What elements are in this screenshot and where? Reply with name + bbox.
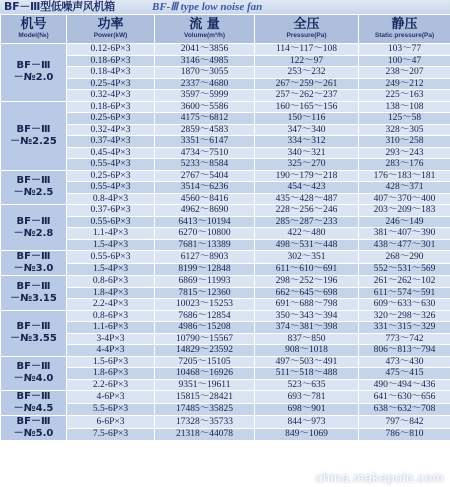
static-pressure-cell: 138～108 [359, 101, 450, 113]
table-row [1, 287, 450, 299]
static-pressure-cell: 283～176 [359, 159, 450, 171]
volume-cell: 4962～8690 [155, 205, 255, 217]
model-cell [1, 356, 67, 391]
volume-cell: 6270～10800 [155, 228, 255, 240]
power-cell: 1.1-6P×3 [67, 322, 155, 334]
model-cell [1, 251, 67, 276]
table-row [1, 147, 450, 159]
watermark: china.makepolo.com [315, 470, 444, 485]
volume-cell: 14829～23592 [155, 345, 255, 357]
static-pressure-cell: 176～183～181 [359, 170, 450, 182]
table-row [1, 276, 450, 288]
table-row [1, 182, 450, 194]
pressure-cell: 374～381～398 [255, 322, 359, 334]
static-pressure-cell: 238～207 [359, 67, 450, 79]
model-label: BF－Ⅲ [16, 361, 51, 373]
static-pressure-cell: 203～209～183 [359, 205, 450, 217]
table-row [1, 416, 450, 429]
volume-cell: 6869～11993 [155, 276, 255, 288]
model-label: BF－Ⅲ [16, 175, 51, 187]
power-cell: 1.5-4P×3 [67, 263, 155, 276]
model-label: －№3.15 [10, 292, 57, 304]
power-cell: 4-4P×3 [67, 345, 155, 357]
static-pressure-cell: 268～290 [359, 251, 450, 264]
pressure-cell: 334～312 [255, 136, 359, 148]
header-volume: 流 量 Volume(m³/h) [155, 15, 255, 44]
table-row [1, 333, 450, 345]
header-static-pressure: 静压 Static pressure(Pa) [359, 15, 450, 44]
static-pressure-cell: 407～370～400 [359, 193, 450, 205]
static-pressure-cell: 786～810 [359, 428, 450, 441]
static-pressure-cell: 473～430 [359, 356, 450, 368]
power-cell: 2.2-6P×3 [67, 379, 155, 391]
volume-cell: 6127～8903 [155, 251, 255, 264]
power-cell: 0.32-4P×3 [67, 90, 155, 102]
power-cell: 0.32-4P×3 [67, 124, 155, 136]
static-pressure-cell: 246～149 [359, 216, 450, 228]
model-label: BF－Ⅲ [16, 123, 51, 135]
table-row [1, 216, 450, 228]
table-body [1, 44, 450, 441]
header-power: 功率 Power(kW) [67, 15, 155, 44]
pressure-cell: 435～428～487 [255, 193, 359, 205]
power-cell: 1.5-4P×3 [67, 239, 155, 251]
power-cell: 0.18-6P×3 [67, 101, 155, 113]
table-row [1, 368, 450, 380]
power-cell: 6-6P×3 [67, 416, 155, 429]
volume-cell: 3597～5999 [155, 90, 255, 102]
volume-cell: 2767～5404 [155, 170, 255, 182]
table-row [1, 239, 450, 251]
pressure-cell: 849～1069 [255, 428, 359, 441]
static-pressure-cell: 438～477～301 [359, 239, 450, 251]
model-cell [1, 44, 67, 102]
model-label: －№2.5 [13, 187, 54, 199]
static-pressure-cell: 293～243 [359, 147, 450, 159]
static-pressure-cell: 328～305 [359, 124, 450, 136]
power-cell: 0.25-6P×3 [67, 170, 155, 182]
table-row [1, 101, 450, 113]
model-label: －№4.5 [13, 403, 54, 414]
title-en: BF-Ⅲ type low noise fan [152, 1, 263, 13]
table-row [1, 67, 450, 79]
model-label: －№2.8 [13, 227, 54, 239]
power-cell: 0.55-6P×3 [67, 216, 155, 228]
static-pressure-cell: 490～494～436 [359, 379, 450, 391]
model-label: －№4.0 [13, 373, 54, 385]
power-cell: 0.12-6P×3 [67, 44, 155, 56]
volume-cell: 2041～3856 [155, 44, 255, 56]
power-cell: 0.25-4P×3 [67, 78, 155, 90]
volume-cell: 5233～8584 [155, 159, 255, 171]
static-pressure-cell: 428～371 [359, 182, 450, 194]
pressure-cell: 150～116 [255, 113, 359, 125]
pressure-cell: 691～688～798 [255, 299, 359, 311]
power-cell: 0.8-4P×3 [67, 193, 155, 205]
pressure-cell: 298～252～196 [255, 276, 359, 288]
table-row [1, 345, 450, 357]
table-row [1, 113, 450, 125]
power-cell: 7.5-6P×3 [67, 428, 155, 441]
pressure-cell: 267～259～261 [255, 78, 359, 90]
volume-cell: 4734～7510 [155, 147, 255, 159]
pressure-cell: 285～287～233 [255, 216, 359, 228]
static-pressure-cell: 611～574～591 [359, 287, 450, 299]
static-pressure-cell: 225～163 [359, 90, 450, 102]
model-label: BF－Ⅲ [16, 391, 51, 402]
table-row [1, 403, 450, 416]
static-pressure-cell: 381～407～390 [359, 228, 450, 240]
volume-cell: 10023～15253 [155, 299, 255, 311]
volume-cell: 17485～35825 [155, 403, 255, 416]
volume-cell: 9351～19611 [155, 379, 255, 391]
static-pressure-cell: 100～47 [359, 55, 450, 67]
table-row [1, 356, 450, 368]
table-row [1, 310, 450, 322]
volume-cell: 4560～8416 [155, 193, 255, 205]
table-row [1, 78, 450, 90]
power-cell: 3-4P×3 [67, 333, 155, 345]
power-cell: 0.55-4P×3 [67, 182, 155, 194]
volume-cell: 21318～44078 [155, 428, 255, 441]
table-row [1, 391, 450, 404]
power-cell: 1.8-6P×3 [67, 368, 155, 380]
table-row [1, 322, 450, 334]
pressure-cell: 698～901 [255, 403, 359, 416]
model-cell [1, 416, 67, 441]
volume-cell: 2859～4583 [155, 124, 255, 136]
static-pressure-cell: 261～262～102 [359, 276, 450, 288]
table-row [1, 228, 450, 240]
power-cell: 4-6P×3 [67, 391, 155, 404]
volume-cell: 3351～6147 [155, 136, 255, 148]
title-bar [0, 0, 450, 15]
static-pressure-cell: 331～315～329 [359, 322, 450, 334]
power-cell: 5.5-6P×3 [67, 403, 155, 416]
table-header [1, 15, 450, 44]
power-cell: 1.1-4P×3 [67, 228, 155, 240]
volume-cell: 3600～5586 [155, 101, 255, 113]
title-cn: BF－Ⅲ型低噪声风机箱 [4, 0, 115, 13]
pressure-cell: 662～645～698 [255, 287, 359, 299]
volume-cell: 6413～10194 [155, 216, 255, 228]
power-cell: 0.45-4P×3 [67, 147, 155, 159]
table-row [1, 170, 450, 182]
volume-cell: 3146～4985 [155, 55, 255, 67]
volume-cell: 15815～28421 [155, 391, 255, 404]
pressure-cell: 498～531～448 [255, 239, 359, 251]
power-cell: 0.37-4P×3 [67, 136, 155, 148]
volume-cell: 8199～12848 [155, 263, 255, 276]
table-row [1, 379, 450, 391]
static-pressure-cell: 641～630～656 [359, 391, 450, 404]
pressure-cell: 325～270 [255, 159, 359, 171]
static-pressure-cell: 249～212 [359, 78, 450, 90]
power-cell: 0.8-6P×3 [67, 276, 155, 288]
volume-cell: 4175～6812 [155, 113, 255, 125]
spec-table [0, 14, 450, 441]
pressure-cell: 693～781 [255, 391, 359, 404]
pressure-cell: 253～232 [255, 67, 359, 79]
header-model: 机号 Model(№) [1, 15, 67, 44]
table-row [1, 193, 450, 205]
model-cell [1, 205, 67, 251]
static-pressure-cell: 103～77 [359, 44, 450, 56]
table-row [1, 55, 450, 67]
table-row [1, 90, 450, 102]
static-pressure-cell: 310～258 [359, 136, 450, 148]
volume-cell: 10790～15567 [155, 333, 255, 345]
power-cell: 1.5-6P×3 [67, 356, 155, 368]
pressure-cell: 497～503～491 [255, 356, 359, 368]
pressure-cell: 190～179～218 [255, 170, 359, 182]
volume-cell: 7815～12360 [155, 287, 255, 299]
power-cell: 0.8-6P×3 [67, 310, 155, 322]
table-row [1, 124, 450, 136]
pressure-cell: 844～973 [255, 416, 359, 429]
pressure-cell: 422～480 [255, 228, 359, 240]
model-label: －№2.25 [10, 135, 57, 147]
pressure-cell: 114～117～108 [255, 44, 359, 56]
model-cell [1, 170, 67, 205]
power-cell: 1.8-4P×3 [67, 287, 155, 299]
pressure-cell: 228～256～246 [255, 205, 359, 217]
table-row [1, 136, 450, 148]
model-label: BF－Ⅲ [16, 251, 51, 262]
pressure-cell: 350～343～394 [255, 310, 359, 322]
volume-cell: 1870～3055 [155, 67, 255, 79]
model-label: －№3.55 [10, 333, 57, 344]
pressure-cell: 257～262～237 [255, 90, 359, 102]
model-cell [1, 101, 67, 170]
static-pressure-cell: 797～842 [359, 416, 450, 429]
power-cell: 0.18-4P×3 [67, 67, 155, 79]
pressure-cell: 302～351 [255, 251, 359, 264]
model-label: －№3.0 [13, 263, 54, 274]
pressure-cell: 122～97 [255, 55, 359, 67]
pressure-cell: 837～850 [255, 333, 359, 345]
pressure-cell: 340～321 [255, 147, 359, 159]
static-pressure-cell: 475～415 [359, 368, 450, 380]
static-pressure-cell: 125～58 [359, 113, 450, 125]
model-cell [1, 310, 67, 356]
power-cell: 0.18-6P×3 [67, 55, 155, 67]
volume-cell: 4986～15208 [155, 322, 255, 334]
volume-cell: 2337～4680 [155, 78, 255, 90]
static-pressure-cell: 638～632～708 [359, 403, 450, 416]
volume-cell: 7686～12854 [155, 310, 255, 322]
model-label: BF－Ⅲ [16, 280, 51, 292]
pressure-cell: 160～165～156 [255, 101, 359, 113]
header-pressure: 全压 Pressure(Pa) [255, 15, 359, 44]
pressure-cell: 523～635 [255, 379, 359, 391]
pressure-cell: 511～518～488 [255, 368, 359, 380]
pressure-cell: 454～423 [255, 182, 359, 194]
pressure-cell: 611～610～691 [255, 263, 359, 276]
pressure-cell: 908～1018 [255, 345, 359, 357]
model-cell [1, 276, 67, 311]
power-cell: 2.2-4P×3 [67, 299, 155, 311]
volume-cell: 10468～16926 [155, 368, 255, 380]
volume-cell: 7681～13389 [155, 239, 255, 251]
table-row [1, 299, 450, 311]
static-pressure-cell: 806～813～794 [359, 345, 450, 357]
power-cell: 0.37-6P×3 [67, 205, 155, 217]
power-cell: 0.55-4P×3 [67, 159, 155, 171]
table-row [1, 428, 450, 441]
static-pressure-cell: 320～298～326 [359, 310, 450, 322]
model-label: BF－Ⅲ [16, 215, 51, 227]
static-pressure-cell: 773～742 [359, 333, 450, 345]
table-row [1, 159, 450, 171]
table-row [1, 251, 450, 264]
static-pressure-cell: 609～633～630 [359, 299, 450, 311]
model-label: －№5.0 [13, 428, 54, 439]
power-cell: 0.55-6P×3 [67, 251, 155, 264]
table-row [1, 44, 450, 56]
model-label: －№2.0 [13, 72, 54, 84]
pressure-cell: 347～340 [255, 124, 359, 136]
power-cell: 0.25-6P×3 [67, 113, 155, 125]
model-label: BF－Ⅲ [16, 416, 51, 427]
model-cell [1, 391, 67, 416]
table-row [1, 205, 450, 217]
static-pressure-cell: 552～531～569 [359, 263, 450, 276]
volume-cell: 3514～6236 [155, 182, 255, 194]
model-label: BF－Ⅲ [16, 321, 51, 332]
volume-cell: 7205～15105 [155, 356, 255, 368]
volume-cell: 17328～35733 [155, 416, 255, 429]
table-row [1, 263, 450, 276]
model-label: BF－Ⅲ [16, 60, 51, 72]
